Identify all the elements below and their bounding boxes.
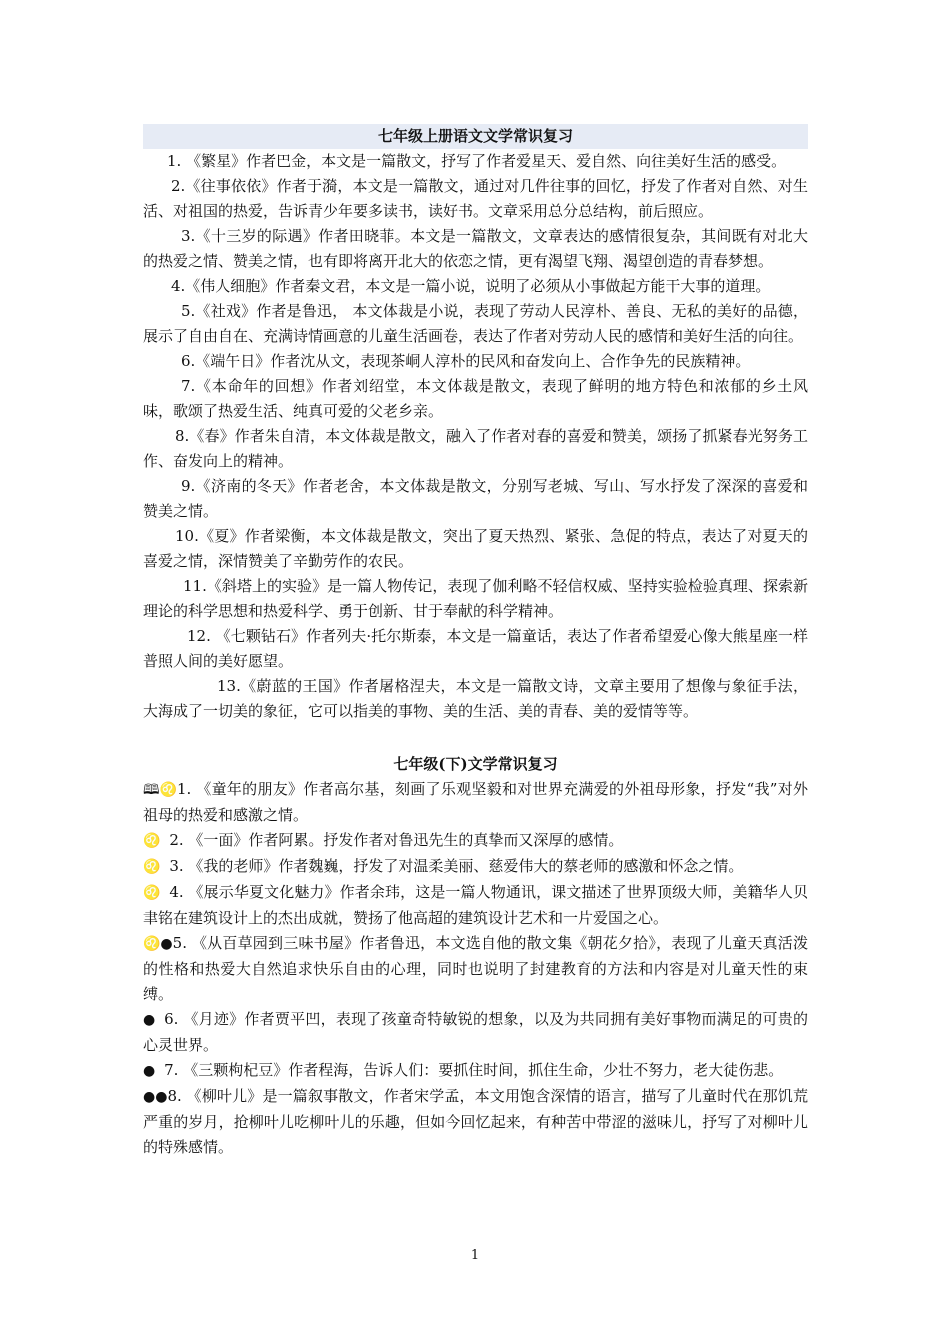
- section1-item: 7.《本命年的回想》作者刘绍堂，本文体裁是散文，表现了鲜明的地方特色和浓郁的乡土风味，歌颂了热爱生活、纯真可爱的父老乡亲。: [143, 377, 808, 420]
- section1-item: 4.《伟人细胞》作者秦文君，本文是一篇小说，说明了必须从小事做起方能干大事的道理。: [171, 277, 771, 295]
- bullet-symbol-icon: 🕮♌: [143, 782, 177, 798]
- section2-list: [143, 777, 808, 1160]
- section2-item-text: 8. 《柳叶儿》是一篇叙事散文，作者宋学孟，本文用饱含深情的语言，描写了儿童时代在那饥荒严重的岁月，抢柳叶儿吃柳叶儿的乐趣，但如今回忆起来，有种苦中带涩的滋味儿，抒写了对柳叶儿的特殊感情。: [143, 1087, 808, 1156]
- section2-item: [143, 1007, 808, 1058]
- section1-item: 3.《十三岁的际遇》作者田晓菲。本文是一篇散文，文章表达的感情很复杂，其间既有对北大的热爱之情、赞美之情，也有即将离开北大的依恋之情，更有渴望飞翔、渴望创造的青春梦想。: [143, 227, 808, 270]
- bullet-symbol-icon: ♌: [143, 833, 170, 849]
- section1-item: 2.《往事依依》作者于漪，本文是一篇散文，通过对几件往事的回忆，抒发了作者对自然、对生活、对祖国的热爱，告诉青少年要多读书，读好书。文章采用总分总结构，前后照应。: [143, 177, 808, 220]
- section2-item-text: 2. 《一面》作者阿累。抒发作者对鲁迅先生的真挚而又深厚的感情。: [169, 831, 624, 849]
- section1-item: 9.《济南的冬天》作者老舍，本文体裁是散文，分别写老城、写山、写水抒发了深深的喜爱和赞美之情。: [143, 477, 808, 520]
- section1-item: 10.《夏》作者梁衡，本文体裁是散文，突出了夏天热烈、紧张、急促的特点，表达了对夏天的喜爱之情，深情赞美了辛勤劳作的农民。: [143, 527, 808, 570]
- bullet-symbol-icon: ♌●: [143, 936, 173, 952]
- bullet-symbol-icon: ●: [143, 1012, 165, 1028]
- document-body: [143, 124, 808, 1160]
- bullet-symbol-icon: ♌: [143, 859, 170, 875]
- section2-item-text: 6. 《月迹》作者贾平凹，表现了孩童奇特敏锐的想象，以及为共同拥有美好事物而满足的可贵的心灵世界。: [143, 1010, 808, 1054]
- section2-item: [143, 854, 808, 880]
- section2-item: [143, 1084, 808, 1160]
- section1-item: 12. 《七颗钻石》作者列夫·托尔斯泰，本文是一篇童话，表达了作者希望爱心像大熊星座一样普照人间的美好愿望。: [143, 627, 808, 670]
- section2-item-text: 4. 《展示华夏文化魅力》作者余玮，这是一篇人物通讯，课文描述了世界顶级大师，美籍华人贝聿铭在建筑设计上的杰出成就，赞扬了他高超的建筑设计艺术和一片爱国之心。: [143, 883, 808, 927]
- section1-title: 七年级上册语文文学常识复习: [143, 124, 808, 149]
- section2-item: [143, 1058, 808, 1084]
- section2-item-text: 5. 《从百草园到三味书屋》作者鲁迅，本文选自他的散文集《朝花夕拾》，表现了儿童天真活泼的性格和热爱大自然追求快乐自由的心理，同时也说明了封建教育的方法和内容是对儿童天性的束缚。: [143, 934, 808, 1003]
- section1-item: 11.《斜塔上的实验》是一篇人物传记，表现了伽利略不轻信权威、坚持实验检验真理、探索新理论的科学思想和热爱科学、勇于创新、甘于奉献的科学精神。: [143, 577, 808, 620]
- section1-item: 13.《蔚蓝的王国》作者屠格涅夫，本文是一篇散文诗，文章主要用了想像与象征手法，大海成了一切美的象征，它可以指美的事物、美的生活、美的青春、美的爱情等等。: [143, 677, 808, 720]
- page-number: 1: [470, 1248, 480, 1263]
- bullet-symbol-icon: ♌: [143, 885, 170, 901]
- section2-item-text: 3. 《我的老师》作者魏巍，抒发了对温柔美丽、慈爱伟大的蔡老师的感激和怀念之情。: [169, 857, 744, 875]
- section1-item: 6.《端午日》作者沈从文，表现茶峒人淳朴的民风和奋发向上、合作争先的民族精神。: [181, 352, 751, 370]
- section2-item: [143, 880, 808, 931]
- section1-list: [143, 149, 808, 724]
- bullet-symbol-icon: ●●: [143, 1089, 168, 1105]
- section1-item: 5.《社戏》作者是鲁迅， 本文体裁是小说，表现了劳动人民淳朴、善良、无私的美好的品德，展示了自由自在、充满诗情画意的儿童生活画卷，表达了作者对劳动人民的感情和美好生活的向往。: [143, 302, 808, 345]
- section2-title: 七年级(下)文学常识复习: [393, 755, 558, 773]
- section2-item-text: 1. 《童年的朋友》作者高尔基，刻画了乐观坚毅和对世界充满爱的外祖母形象，抒发“我”对外祖母的热爱和感激之情。: [143, 780, 808, 824]
- section2-item: [143, 931, 808, 1007]
- bullet-symbol-icon: ●: [143, 1063, 165, 1079]
- section1-item: 1. 《繁星》作者巴金，本文是一篇散文，抒写了作者爱星天、爱自然、向往美好生活的感受。: [167, 152, 787, 170]
- section2-item: [143, 828, 808, 854]
- section1-item: 8.《春》作者朱自清，本文体裁是散文，融入了作者对春的喜爱和赞美，颂扬了抓紧春光努务工作、奋发向上的精神。: [143, 427, 808, 470]
- section2-item: [143, 777, 808, 828]
- section2-item-text: 7. 《三颗枸杞豆》作者程海，告诉人们：要抓住时间，抓住生命，少壮不努力，老大徒伤悲。: [164, 1061, 784, 1079]
